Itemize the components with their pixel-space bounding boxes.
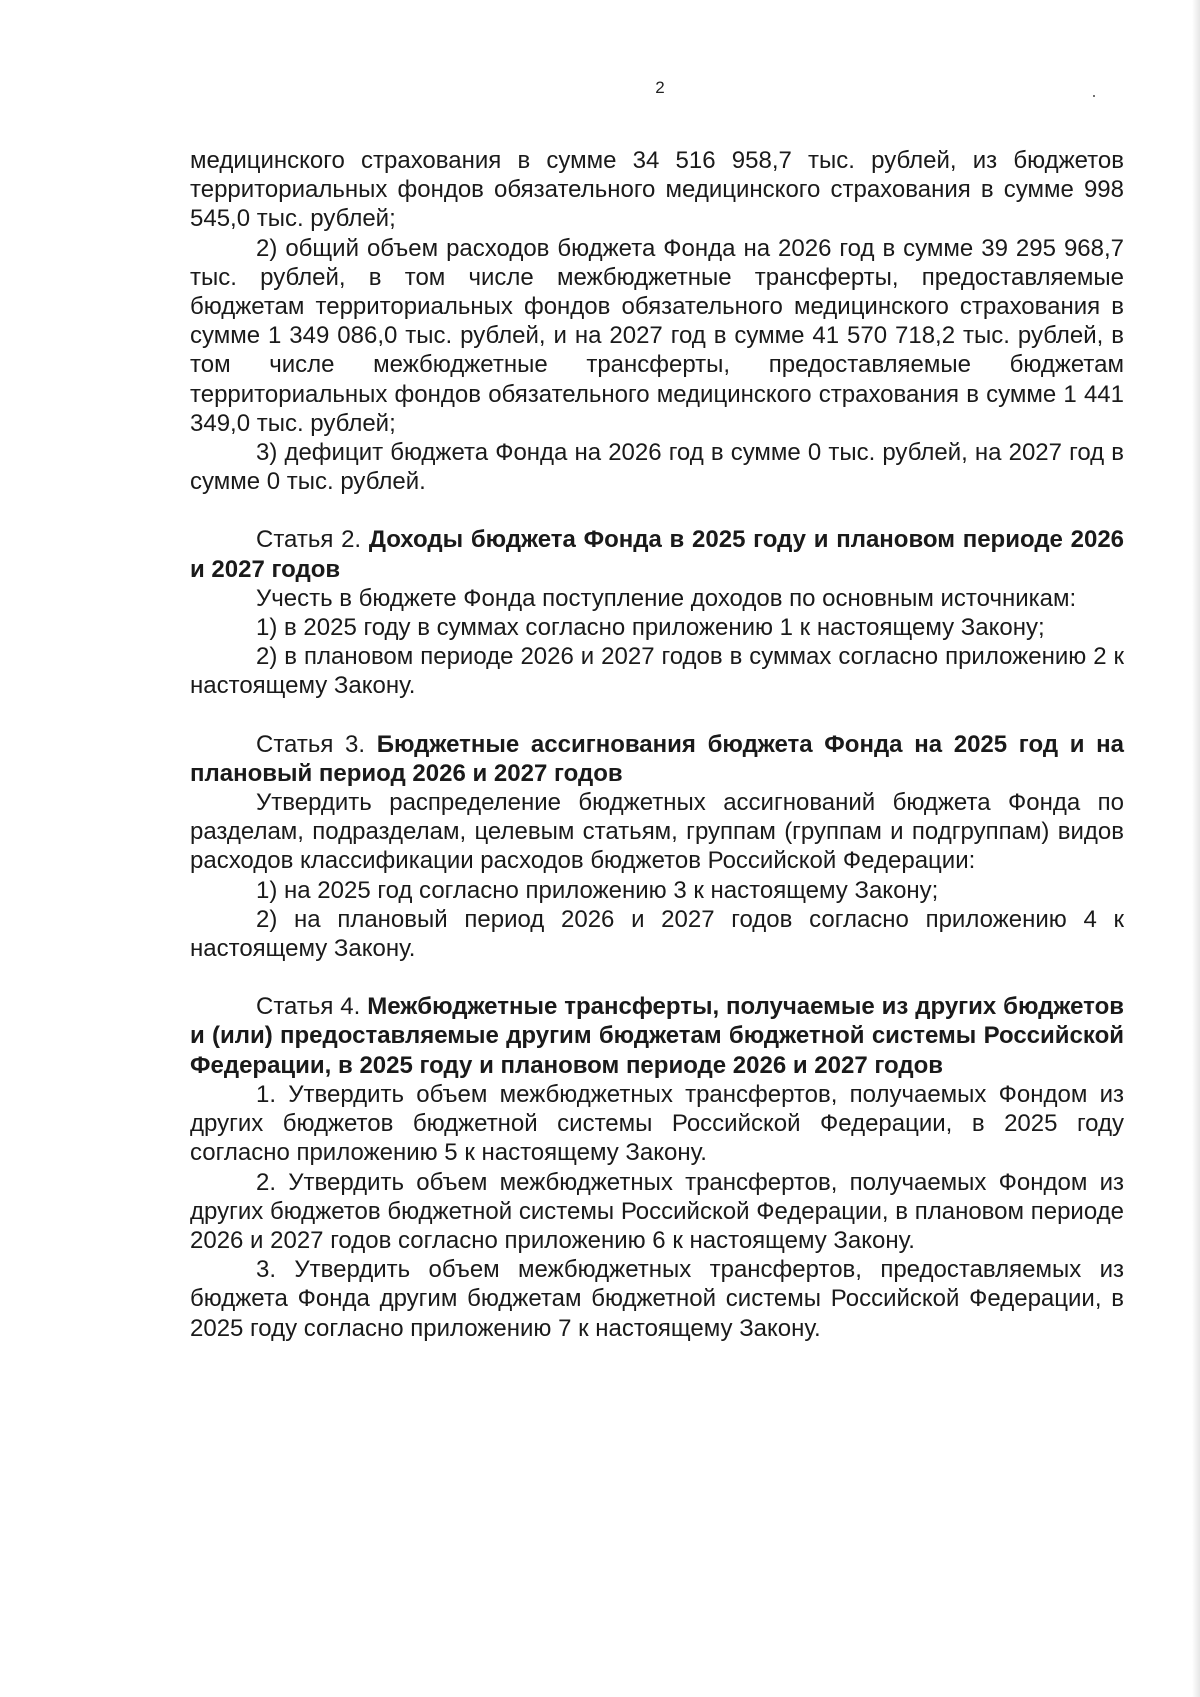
article-2-intro: Учесть в бюджете Фонда поступление доходов по основным источникам: [256, 584, 1077, 612]
article-3-intro: Утвердить распределение бюджетных ассигнований бюджета Фонда по разделам, подразделам, целевым статьям, группам (группам и подгруппам) видов расходов классификации расходов бюджетов Российской Федерации: [190, 789, 1124, 875]
article-3-heading [190, 730, 1124, 788]
page-number: 2 [655, 78, 665, 97]
paragraph-continuation: медицинского страхования в сумме 34 516 958,7 тыс. рублей, из бюджетов территориальных фондов обязательного медицинского страхования в сумме 998 545,0 тыс. рублей; [190, 147, 1124, 233]
article-2-label: Статья 2. [256, 526, 369, 554]
article-3-title: Бюджетные ассигнования бюджета Фонда на 2025 год и на плановый период 2026 и 2027 годов [190, 730, 1124, 787]
article-2-item-1: 1) в 2025 году в суммах согласно приложению 1 к настоящему Закону; [256, 614, 1045, 642]
article-2-title: Доходы бюджета Фонда в 2025 году и плановом периоде 2026 и 2027 годов [190, 526, 1125, 583]
article-2-item-2: 2) в плановом периоде 2026 и 2027 годов в суммах согласно приложению 2 к настоящему Закону. [190, 643, 1124, 700]
scan-edge-shadow [1192, 0, 1200, 1697]
article-4-item-3: 3. Утвердить объем межбюджетных трансфертов, предоставляемых из бюджета Фонда другим бюджетам бюджетной системы Российской Федерации, в 2025 году согласно приложению 7 к настоящему Закону. [190, 1256, 1124, 1342]
article-3-label: Статья 3. [256, 730, 377, 758]
paragraph-deficit: 3) дефицит бюджета Фонда на 2026 год в сумме 0 тыс. рублей, на 2027 год в сумме 0 тыс. рублей. [190, 439, 1124, 496]
article-4-title: Межбюджетные трансферты, получаемые из других бюджетов и (или) предоставляемые другим бюджетам бюджетной системы Российской Федерации, в 2025 году и плановом периоде 2026 и 2027 годов [190, 993, 1124, 1079]
article-3-item-1: 1) на 2025 год согласно приложению 3 к настоящему Закону; [256, 876, 939, 904]
article-2-heading [190, 525, 1124, 583]
article-4-label: Статья 4. [256, 993, 368, 1021]
article-4-item-1: 1. Утвердить объем межбюджетных трансфертов, получаемых Фондом из других бюджетов бюджетной системы Российской Федерации, в 2025 году согласно приложению 5 к настоящему Закону. [190, 1080, 1124, 1167]
scan-speck [1093, 95, 1095, 97]
document-body [190, 146, 1124, 1343]
article-4-heading [190, 992, 1124, 1080]
paragraph-expenses: 2) общий объем расходов бюджета Фонда на 2026 год в сумме 39 295 968,7 тыс. рублей, в том числе межбюджетные трансферты, предоставляемые бюджетам территориальных фондов обязательного медицинского страхования в сумме 1 349 086,0 тыс. рублей, и на 2027 год в сумме 41 570 718,2 тыс. рублей, в том числе межбюджетные трансферты, предоставляемые бюджетам территориальных фондов обязательного медицинского страхования в сумме 1 441 349,0 тыс. рублей; [190, 234, 1124, 437]
article-4-item-2: 2. Утвердить объем межбюджетных трансфертов, получаемых Фондом из других бюджетов бюджетной системы Российской Федерации, в плановом периоде 2026 и 2027 годов согласно приложению 6 к настоящему Закону. [190, 1168, 1124, 1254]
article-3-item-2: 2) на плановый период 2026 и 2027 годов согласно приложению 4 к настоящему Закону. [190, 905, 1124, 963]
